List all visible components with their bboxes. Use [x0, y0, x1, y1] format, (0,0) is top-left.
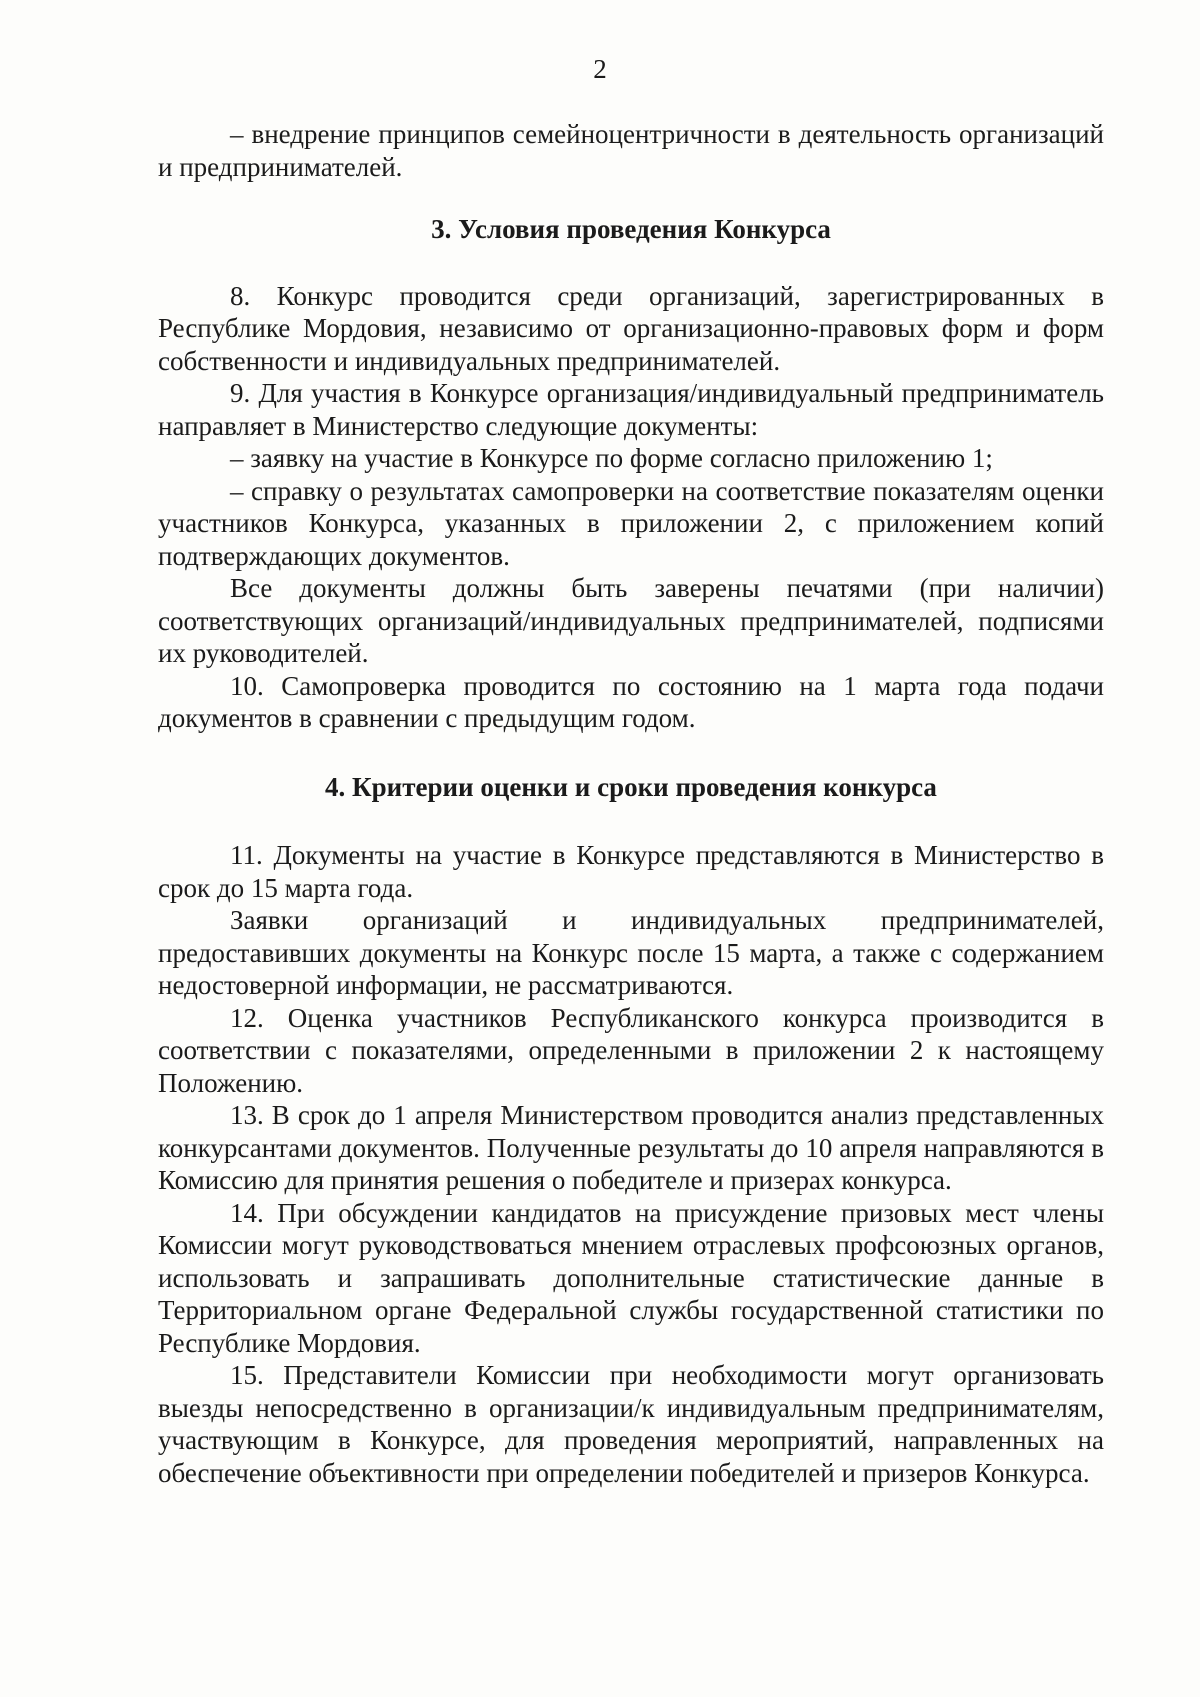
clause-15: 15. Представители Комиссии при необходимости могут организовать выезды непосредственно в организации/к индивидуальным предпринимателям, участвующим в Конкурсе, для проведения мероприятий, направленных на обеспечение объективности при определении победителей и призеров Конкурса.: [158, 1360, 1104, 1488]
clause-9: 9. Для участия в Конкурсе организация/индивидуальный предприниматель направляет в Министерство следующие документы:: [158, 378, 1104, 441]
document-body: [158, 118, 1104, 1489]
clause-13: 13. В срок до 1 апреля Министерством проводится анализ представленных конкурсантами документов. Полученные результаты до 10 апреля направляются в Комиссию для принятия решения о победителе и призерах конкурса.: [158, 1100, 1104, 1195]
clause-10: 10. Самопроверка проводится по состоянию на 1 марта года подачи документов в сравнении с предыдущим годом.: [158, 670, 1104, 733]
intro-paragraph: – внедрение принципов семейноцентричности в деятельность организаций и предпринимателей.: [158, 119, 1104, 182]
clause-9-note: Все документы должны быть заверены печатями (при наличии) соответствующих организаций/индивидуальных предпринимателей, подписями их руководителей.: [158, 573, 1104, 668]
clause-11: 11. Документы на участие в Конкурсе представляются в Министерство в срок до 15 марта года.: [158, 840, 1104, 903]
clause-11-note: Заявки организаций и индивидуальных предпринимателей, предоставивших документы на Конкурс после 15 марта, а также с содержанием недостоверной информации, не рассматриваются.: [158, 905, 1104, 1000]
page-number: 2: [593, 54, 607, 84]
clause-12: 12. Оценка участников Республиканского конкурса производится в соответствии с показателями, определенными в приложении 2 к настоящему Положению.: [158, 1002, 1104, 1098]
clause-9-item-2: – справку о результатах самопроверки на соответствие показателям оценки участников Конкурса, указанных в приложении 2, с приложением копий подтверждающих документов.: [158, 475, 1104, 571]
section-3-heading: 3. Условия проведения Конкурса: [431, 214, 831, 244]
section-4-heading: 4. Критерии оценки и сроки проведения конкурса: [325, 771, 937, 802]
clause-14: 14. При обсуждении кандидатов на присуждение призовых мест члены Комиссии могут руководствоваться мнением отраслевых профсоюзных органов, использовать и запрашивать дополнительные статистические данные в Территориальном органе Федеральной службы государственной статистики по Республике Мордовия.: [158, 1197, 1104, 1358]
clause-8: 8. Конкурс проводится среди организаций, зарегистрированных в Республике Мордовия, независимо от организационно-правовых форм и форм собственности и индивидуальных предпринимателей.: [158, 280, 1104, 376]
clause-9-item-1: – заявку на участие в Конкурсе по форме согласно приложению 1;: [230, 443, 993, 473]
